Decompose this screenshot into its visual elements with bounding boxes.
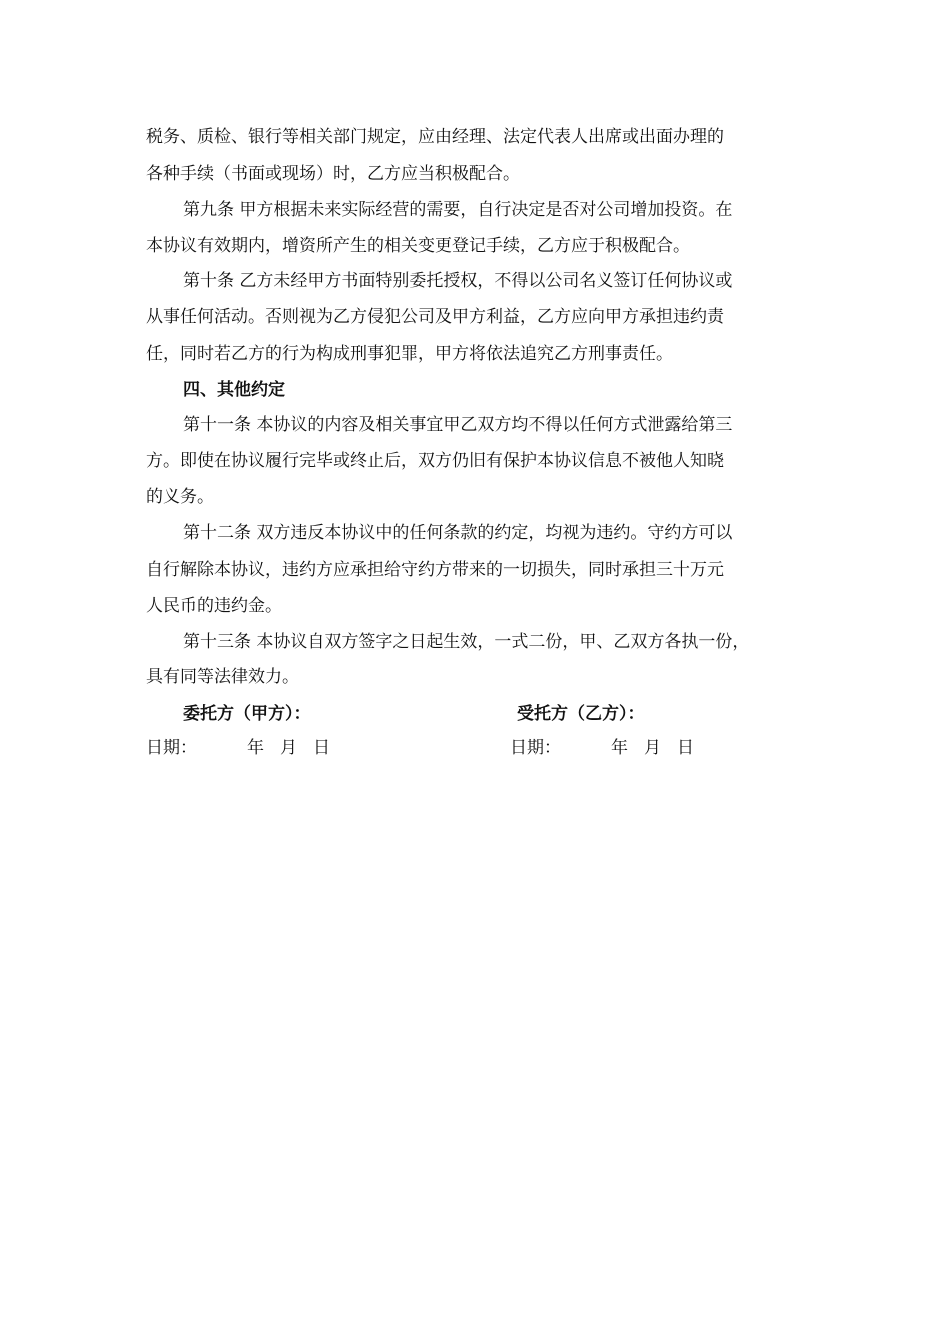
article-11-line-3: 的义务。	[146, 487, 214, 507]
article-10-line-1: 第十条 乙方未经甲方书面特别委托授权，不得以公司名义签订任何协议或	[183, 271, 733, 291]
article-9-line-2: 本协议有效期内，增资所产生的相关变更登记手续，乙方应于积极配合。	[146, 236, 690, 256]
party-a-date	[146, 738, 330, 758]
date-year: 年	[611, 738, 628, 758]
article-12-line-3: 人民币的违约金。	[146, 596, 282, 616]
article-11-line-2: 方。即使在协议履行完毕或终止后，双方仍旧有保护本协议信息不被他人知晓	[146, 451, 724, 471]
date-month: 月	[644, 738, 661, 758]
article-10-line-3: 任，同时若乙方的行为构成刑事犯罪，甲方将依法追究乙方刑事责任。	[146, 344, 673, 364]
date-year: 年	[247, 738, 264, 758]
cont-line-1: 税务、质检、银行等相关部门规定，应由经理、法定代表人出席或出面办理的	[146, 127, 724, 147]
party-a-label: 委托方（甲方）：	[183, 704, 311, 724]
date-label: 日期：	[146, 738, 197, 758]
article-13-line-1: 第十三条 本协议自双方签字之日起生效，一式二份，甲、乙双方各执一份，	[183, 632, 750, 652]
date-day: 日	[677, 738, 694, 758]
party-b-date	[510, 738, 694, 758]
article-9-line-1: 第九条 甲方根据未来实际经营的需要，自行决定是否对公司增加投资。在	[183, 200, 733, 220]
cont-line-2: 各种手续（书面或现场）时，乙方应当积极配合。	[146, 164, 520, 184]
date-label: 日期：	[510, 738, 561, 758]
article-13-line-2: 具有同等法律效力。	[146, 667, 299, 687]
article-10-line-2: 从事任何活动。否则视为乙方侵犯公司及甲方利益，乙方应向甲方承担违约责	[146, 307, 724, 327]
article-12-line-1: 第十二条 双方违反本协议中的任何条款的约定，均视为违约。守约方可以	[183, 523, 733, 543]
party-b-label: 受托方（乙方）：	[517, 704, 645, 724]
article-11-line-1: 第十一条 本协议的内容及相关事宜甲乙双方均不得以任何方式泄露给第三	[183, 415, 733, 435]
section-4-heading: 四、其他约定	[183, 380, 285, 400]
article-12-line-2: 自行解除本协议，违约方应承担给守约方带来的一切损失，同时承担三十万元	[146, 560, 724, 580]
date-month: 月	[280, 738, 297, 758]
date-day: 日	[313, 738, 330, 758]
